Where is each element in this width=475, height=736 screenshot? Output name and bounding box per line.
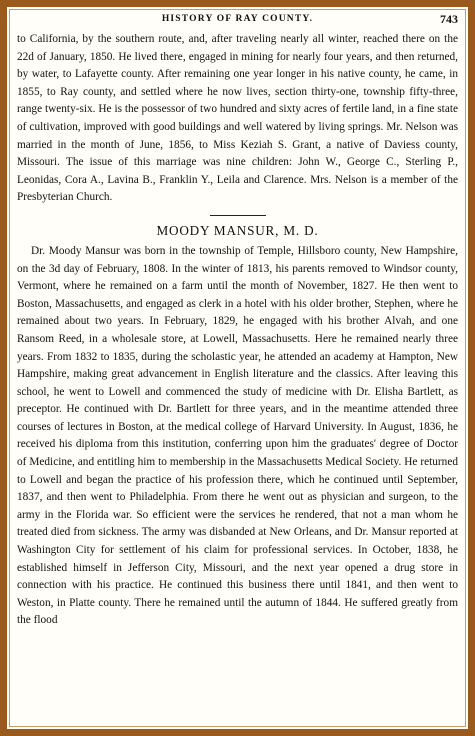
continued-paragraph: to California, by the southern route, and, after traveling nearly all winter, reached there on the 22d of January, 1850. He lived there, engaged in mining for nearly four years, and then returned, by water, to Lafayette county. After remaining one year longer in his native county, he came, in 1855, to Ray county, and settled where he now lives, section thirty-one, township fifty-three, range twenty-six. He is the possessor of two hundred and sixty acres of fertile land, in a fine state of cultivation, improved with good buildings and well watered by living springs. Mr. Nelson was married in the month of June, 1856, to Miss Keziah S. Grant, a native of Daviess county, Missouri. The issue of this marriage was nine children: John W., George C., Sterling P., Leonidas, Cora A., Lavina B., Franklin Y., Leila and Clarence. Mrs. Nelson is a member of the Presbyterian Church. xyxy=(17,33,458,204)
section-divider xyxy=(210,215,266,216)
section-heading: MOODY MANSUR, M. D. xyxy=(156,222,319,238)
section-body: Dr. Moody Mansur was born in the township of Temple, Hillsboro county, New Hampshire, on the 3d day of February, 1808. In the winter of 1813, his parents removed to Windsor county, Vermont, where he remained on a farm until the month of November, 1827. He then went to Boston, Massachusetts, and engaged as clerk in a hotel with his older brother, Stephen, where he remained about two years. In February, 1829, he engaged with his brother Alvah, and one Ransom Reed, in a wholesale store, at Lowell, Massachusetts. Here he remained nearly three years. From 1832 to 1835, during the scholastic year, he attended an academy at Hampton, New Hampshire, making great advancement in English literature and the classics. After leaving this school, he went to Lowell and commenced the study of medicine with Dr. Elisha Bartlett, as preceptor. He continued with Dr. Bartlett for three years, and in the meantime attended three courses of lectures in Boston, at the medical college of Harvard University. In August, 1836, he received his diploma from this institution, conferring upon him the graduates' degree of Doctor of Medicine, and entitling him to membership in the Massachusetts Medical Society. He returned to Lowell and began the practice of his profession there, which he continued until September, 1837, and then went to Philadelphia. From there he went out as physician and surgeon, to the army in the Florida war. So efficient were the services he rendered, that not a man whom he treated died from sickness. The army was disbanded at New Orleans, and Dr. Mansur reported at Washington City for settlement of his claim for professional services. In October, 1838, he established himself in Jefferson City, Missouri, and the next year opened a drug store in connection with his practice. He continued this business there until 1841, and then went to Weston, in Platte county. There he remained until the autumn of 1844. He suffered greatly from the flood xyxy=(17,244,458,627)
page-number: 743 xyxy=(440,12,458,26)
running-head xyxy=(17,9,458,31)
book-page xyxy=(17,9,458,630)
running-title: HISTORY OF RAY COUNTY. xyxy=(161,14,314,24)
